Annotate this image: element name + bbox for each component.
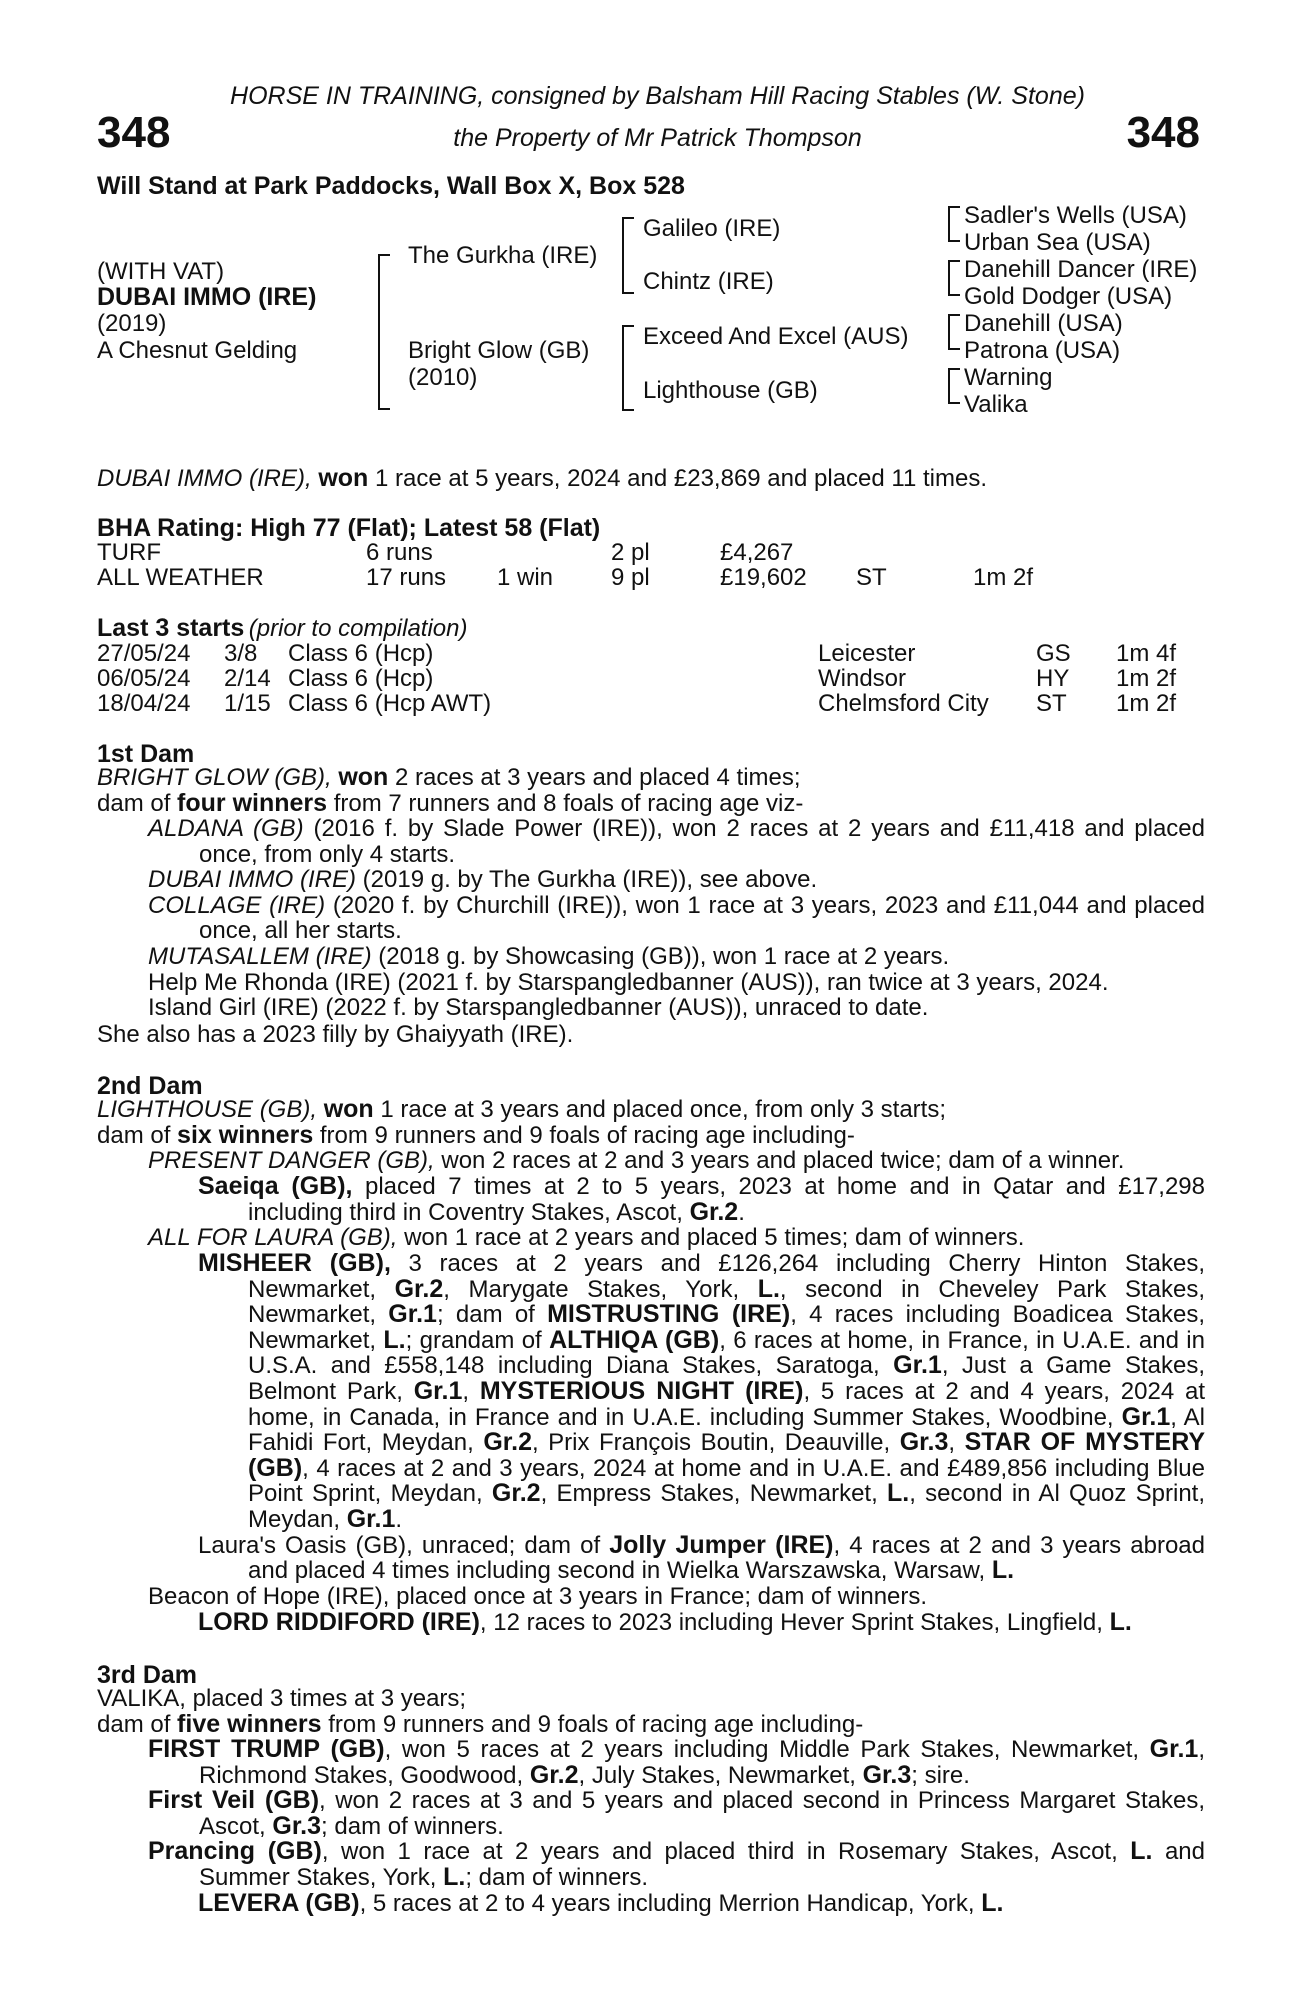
offspring-text: (2020 f. by Churchill (IRE)), won 1 race at 3 years, 2023 and £11,044 and placed once, all her starts.: [199, 891, 1206, 945]
offspring-text: , Prix François Boutin, Deauville,: [531, 1429, 891, 1457]
offspring-text: ; dam of: [436, 1301, 535, 1329]
punct: .: [395, 1505, 403, 1533]
lot-number-left: 348: [97, 108, 171, 157]
race-summary: [97, 464, 987, 493]
pedigree-sire-sire: Galileo (IRE): [643, 215, 781, 242]
header-owner: the Property of Mr Patrick Thompson: [453, 124, 862, 152]
offspring-text: , Empress Stakes, Newmarket,: [540, 1480, 878, 1508]
dam2-heading: 2nd Dam: [97, 1072, 203, 1100]
last-starts-heading: [97, 614, 468, 643]
offspring-name: MISHEER (GB),: [198, 1249, 391, 1277]
offspring-name: LORD RIDDIFORD (IRE): [198, 1608, 480, 1636]
dam3-intro: [97, 1686, 1205, 1737]
offspring-name: MISTRUSTING (IRE): [547, 1300, 791, 1329]
offspring-name: MYSTERIOUS NIGHT (IRE): [479, 1376, 804, 1405]
dam1-won: won: [338, 763, 389, 791]
last-starts-note: (prior to compilation): [248, 615, 468, 642]
offspring-text: , won 1 race at 2 years and placed third in Rosemary Stakes, Ascot,: [321, 1838, 1118, 1866]
grade-badge: L.: [887, 1479, 910, 1508]
rating-distance: 1m 2f: [973, 564, 1034, 591]
offspring-text: placed 7 times at 2 to 5 years, 2023 at home and in Qatar and £17,298 including third in Coventry Stakes, Ascot,: [248, 1173, 1206, 1226]
offspring-text: , 4 races at 2 and 3 years, 2024 at home and in U.A.E. and £489,856 including Blue Point Sprint, Meydan,: [248, 1454, 1205, 1508]
list-item: [148, 1737, 1205, 1788]
pedigree-ggs-4: Gold Dodger (USA): [964, 283, 1173, 310]
pedigree-ggs-1: Sadler's Wells (USA): [964, 202, 1187, 229]
grade-badge: L.: [443, 1862, 466, 1891]
pedigree-brace-gs2: [948, 260, 960, 296]
pedigree-ggs-3: Danehill Dancer (IRE): [964, 256, 1198, 283]
punct: ,: [462, 1377, 470, 1405]
summary-won: won: [318, 464, 369, 492]
offspring-text: won 2 races at 2 and 3 years and placed twice; dam of a winner.: [441, 1147, 1125, 1174]
pedigree-dam-sire: Exceed And Excel (AUS): [643, 323, 909, 350]
summary-name: DUBAI IMMO (IRE),: [97, 465, 312, 492]
dam2-saeiqa: [198, 1174, 1205, 1225]
dam2-misheer: [198, 1251, 1205, 1584]
pedigree-brace-sire: [622, 217, 634, 294]
grade-badge: Gr.2: [491, 1479, 541, 1508]
offspring-text: , Just a Game Stakes, Belmont Park,: [248, 1352, 1206, 1405]
offspring-text: Beacon of Hope (IRE), placed once at 3 years in France; dam of winners.: [148, 1583, 928, 1610]
rating-placed: 2 pl: [611, 539, 650, 566]
offspring-text: , Marygate Stakes, York,: [443, 1275, 740, 1303]
pedigree-brace-main: [378, 254, 390, 410]
list-item: [148, 893, 1205, 944]
grade-badge: Gr.3: [272, 1811, 322, 1840]
grade-badge: Gr.1: [1149, 1735, 1199, 1763]
offspring-name: First Veil (GB): [148, 1786, 320, 1815]
start-class: Class 6 (Hcp AWT): [288, 690, 492, 717]
offspring-name: STAR OF MYSTERY (GB): [248, 1428, 1206, 1482]
start-class: Class 6 (Hcp): [288, 665, 434, 692]
rating-surface: ALL WEATHER: [97, 564, 264, 591]
pedigree-sire-dam: Chintz (IRE): [643, 268, 774, 295]
start-distance: 1m 2f: [1116, 690, 1177, 717]
offspring-text: ; dam of winners.: [465, 1863, 649, 1891]
pedigree-ggs-7: Warning: [964, 364, 1053, 391]
offspring-name: LEVERA (GB): [198, 1889, 360, 1917]
dam2-present-danger: [148, 1148, 1205, 1174]
grade-badge: L.: [991, 1556, 1015, 1585]
offspring-text: , Al Fahidi Fort, Meydan,: [248, 1403, 1205, 1457]
grade-badge: L.: [981, 1889, 1004, 1917]
offspring-text: Help Me Rhonda (IRE) (2021 f. by Starspangledbanner (AUS)), ran twice at 3 years, 2024.: [148, 968, 1109, 996]
offspring-text: , 5 races at 2 to 4 years including Merrion Handicap, York,: [359, 1890, 975, 1917]
offspring-name: ALDANA (GB): [148, 815, 304, 842]
dam3-levera: [198, 1891, 1205, 1917]
list-item: [148, 1839, 1205, 1890]
grade-badge: Gr.1: [388, 1300, 437, 1329]
start-going: GS: [1036, 640, 1071, 667]
offspring-text: (2019 g. by The Gurkha (IRE)), see above.: [362, 866, 818, 894]
pedigree-ggs-2: Urban Sea (USA): [964, 229, 1151, 256]
pedigree-dam-year: (2010): [408, 364, 478, 391]
offspring-text: , 12 races to 2023 including Hever Sprint Stakes, Lingfield,: [479, 1609, 1103, 1636]
list-item: [148, 944, 1205, 970]
offspring-text: ; sire.: [911, 1761, 970, 1789]
dam1-offspring-list: [148, 816, 1205, 1021]
offspring-name: MUTASALLEM (IRE): [148, 942, 372, 970]
pedigree-dam: Bright Glow (GB): [408, 337, 590, 364]
grade-badge: Gr.2: [529, 1760, 579, 1789]
start-position: 2/14: [224, 665, 271, 692]
pedigree-ggs-6: Patrona (USA): [964, 337, 1121, 364]
summary-rest: 1 race at 5 years, 2024 and £23,869 and placed 11 times.: [375, 465, 987, 492]
dam2-beacon: [148, 1584, 1205, 1610]
dam1-intro: [97, 765, 1205, 816]
rating-placed: 9 pl: [611, 564, 650, 591]
dam2-winners: six winners: [177, 1120, 314, 1149]
dam1-name: BRIGHT GLOW (GB),: [97, 764, 332, 791]
rating-heading: BHA Rating: High 77 (Flat); Latest 58 (Flat): [97, 514, 601, 542]
dam2-intro: [97, 1097, 1205, 1148]
offspring-name: DUBAI IMMO (IRE): [148, 866, 356, 894]
offspring-text: , 4 races including Boadicea Stakes, Newmarket,: [248, 1301, 1206, 1354]
dam3-winners-rest: from 9 runners and 9 foals of racing age including-: [328, 1710, 864, 1738]
offspring-text: , won 5 races at 2 years including Middle Park Stakes, Newmarket,: [384, 1736, 1140, 1763]
start-date: 18/04/24: [97, 690, 191, 717]
start-position: 3/8: [224, 640, 258, 667]
start-date: 06/05/24: [97, 665, 191, 692]
punct: .: [738, 1198, 745, 1226]
rating-prize: £4,267: [720, 539, 794, 566]
dam2-rest: 1 race at 3 years and placed once, from only 3 starts;: [380, 1096, 947, 1123]
pedigree-ggs-8: Valika: [964, 391, 1028, 418]
dam1-heading: 1st Dam: [97, 740, 195, 768]
pedigree-brace-gs4: [948, 368, 960, 404]
dam1-dam-of: dam of: [97, 789, 171, 817]
rating-wins: 1 win: [497, 564, 554, 591]
offspring-text: won 1 race at 2 years and placed 5 times; dam of winners.: [404, 1224, 1025, 1251]
list-item: [148, 995, 1205, 1021]
dam3-winners: five winners: [177, 1709, 322, 1738]
offspring-name: PRESENT DANGER (GB),: [148, 1147, 435, 1174]
offspring-text: ; grandam of: [405, 1326, 542, 1354]
dam1-winners-rest: from 7 runners and 8 foals of racing age viz-: [333, 789, 804, 817]
offspring-text: 3 races at 2 years and £126,264 including Cherry Hinton Stakes, Newmarket,: [248, 1250, 1205, 1303]
grade-badge: Gr.1: [346, 1504, 396, 1533]
rating-surface: TURF: [97, 539, 161, 566]
start-distance: 1m 4f: [1116, 640, 1177, 667]
list-item: [148, 816, 1205, 867]
dam1-winners: four winners: [177, 788, 328, 817]
offspring-name: Jolly Jumper (IRE): [609, 1530, 834, 1559]
offspring-text: , Richmond Stakes, Goodwood,: [199, 1736, 1205, 1789]
offspring-name: COLLAGE (IRE): [148, 891, 326, 919]
last-starts-title: Last 3 starts: [97, 614, 245, 642]
list-item: [148, 867, 1205, 893]
offspring-text: Island Girl (IRE) (2022 f. by Starspangledbanner (AUS)), unraced to date.: [148, 994, 929, 1022]
start-date: 27/05/24: [97, 640, 191, 667]
offspring-text: , 5 races at 2 and 4 years, 2024 at home, in Canada, in France and in U.A.E. including Summer Stakes, Woodbine,: [248, 1377, 1205, 1431]
dam3-heading: 3rd Dam: [97, 1661, 198, 1689]
offspring-text: , second in Cheveley Park Stakes, Newmarket,: [248, 1275, 1205, 1329]
pedigree-sire: The Gurkha (IRE): [408, 242, 598, 269]
dam3-line1: VALIKA, placed 3 times at 3 years;: [97, 1685, 467, 1712]
grade-badge: L.: [1130, 1837, 1153, 1866]
pedigree-brace-gs3: [948, 314, 960, 350]
dam2-dam-of: dam of: [97, 1121, 171, 1149]
dam2-lord-riddiford: [198, 1610, 1205, 1636]
offspring-text: , 6 races at home, in France, in U.A.E. and in U.S.A. and £558,148 including Diana Stakes, Saratoga,: [248, 1326, 1205, 1380]
punct: ,: [948, 1429, 956, 1457]
horse-year: (2019): [97, 310, 167, 337]
header-consignor: HORSE IN TRAINING, consigned by Balsham Hill Racing Stables (W. Stone): [230, 82, 1085, 110]
start-going: HY: [1036, 665, 1070, 692]
dam2-all-for-laura: [148, 1225, 1205, 1251]
grade-badge: Gr.2: [483, 1428, 532, 1457]
offspring-text: (2018 g. by Showcasing (GB)), won 1 race at 2 years.: [378, 942, 950, 970]
offspring-text: , second in Al Quoz Sprint, Meydan,: [248, 1480, 1206, 1533]
dam1-also: She also has a 2023 filly by Ghaiyyath (IRE).: [97, 1021, 574, 1048]
grade-badge: Gr.1: [413, 1376, 463, 1405]
dam2-won: won: [323, 1095, 374, 1123]
rating-going: ST: [856, 564, 887, 591]
lot-number-right: 348: [1126, 108, 1200, 157]
start-course: Leicester: [818, 640, 916, 667]
horse-name: DUBAI IMMO (IRE): [97, 283, 317, 311]
rating-prize: £19,602: [720, 564, 807, 591]
pedigree-brace-gs1: [948, 206, 960, 242]
offspring-name: Saeiqa (GB),: [198, 1172, 353, 1200]
grade-badge: Gr.3: [862, 1760, 912, 1789]
dam3-dam-of: dam of: [97, 1710, 171, 1738]
pedigree-ggs-5: Danehill (USA): [964, 310, 1123, 337]
list-item: [148, 1788, 1205, 1839]
start-going: ST: [1036, 690, 1067, 717]
grade-badge: L.: [757, 1274, 780, 1303]
grade-badge: L.: [1109, 1608, 1132, 1636]
offspring-text: , 4 races at 2 and 3 years abroad and placed 4 times including second in Wielka Warszawska, Warsaw,: [248, 1531, 1205, 1585]
offspring-text: (2016 f. by Slade Power (IRE)), won 2 races at 2 years and £11,418 and placed once, from only 4 starts.: [199, 815, 1205, 868]
stabling-location: Will Stand at Park Paddocks, Wall Box X, Box 528: [97, 172, 685, 200]
dam3-offspring: [148, 1737, 1205, 1891]
offspring-name: ALTHIQA (GB): [549, 1325, 720, 1354]
grade-badge: Gr.3: [899, 1428, 949, 1457]
rating-runs: 6 runs: [366, 539, 433, 566]
dam2-name: LIGHTHOUSE (GB),: [97, 1096, 318, 1123]
start-course: Windsor: [818, 665, 907, 692]
pedigree-dam-dam: Lighthouse (GB): [643, 377, 818, 404]
start-class: Class 6 (Hcp): [288, 640, 434, 667]
horse-description: A Chesnut Gelding: [97, 337, 298, 364]
offspring-text: and Summer Stakes, York,: [199, 1838, 1205, 1891]
offspring-text: , July Stakes, Newmarket,: [578, 1761, 856, 1789]
offspring-name: FIRST TRUMP (GB): [148, 1735, 385, 1763]
offspring-name: Prancing (GB): [148, 1837, 322, 1866]
grade-badge: Gr.2: [394, 1274, 444, 1303]
offspring-text: , won 2 races at 3 and 5 years and placed second in Princess Margaret Stakes, Ascot,: [199, 1787, 1205, 1840]
grade-badge: L.: [383, 1325, 406, 1354]
grade-badge: Gr.2: [689, 1197, 739, 1226]
pedigree-brace-dam: [622, 325, 634, 411]
grade-badge: Gr.1: [1121, 1402, 1171, 1431]
rating-runs: 17 runs: [366, 564, 447, 591]
start-course: Chelmsford City: [818, 690, 989, 717]
start-distance: 1m 2f: [1116, 665, 1177, 692]
grade-badge: Gr.1: [893, 1351, 942, 1380]
start-position: 1/15: [224, 690, 271, 717]
vat-note: (WITH VAT): [97, 258, 225, 285]
offspring-name: ALL FOR LAURA (GB),: [148, 1224, 398, 1251]
dam2-winners-rest: from 9 runners and 9 foals of racing age including-: [319, 1121, 855, 1149]
offspring-text: ; dam of winners.: [321, 1812, 504, 1840]
list-item: [148, 970, 1205, 996]
offspring-text: Laura's Oasis (GB), unraced; dam of: [198, 1531, 601, 1559]
dam1-rest: 2 races at 3 years and placed 4 times;: [395, 764, 801, 791]
